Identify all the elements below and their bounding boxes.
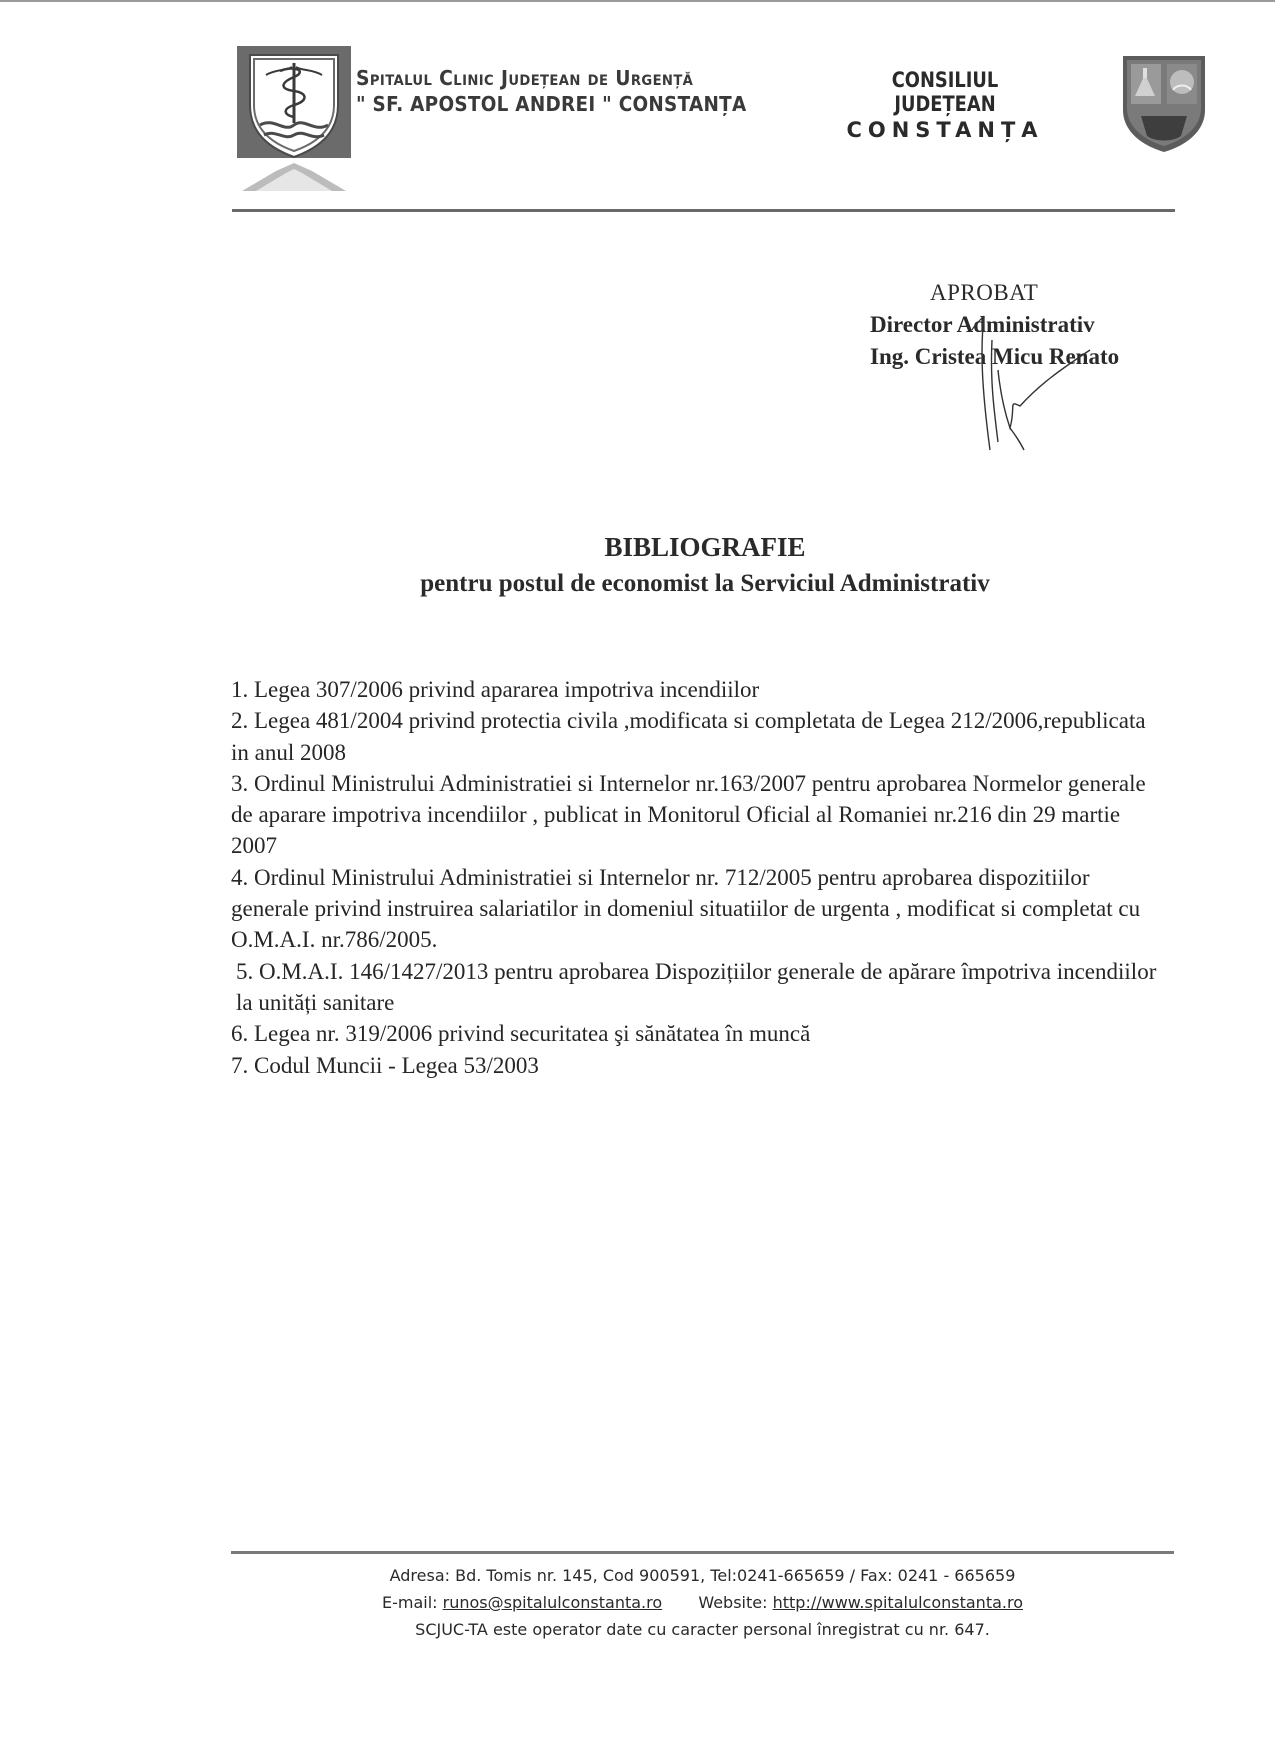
document-subtitle: pentru postul de economist la Serviciul Administrativ [420, 570, 990, 597]
bibliography-item: 1. Legea 307/2006 privind apararea impotriva incendiilor [231, 677, 760, 702]
footer [230, 1562, 1175, 1643]
bibliography-item: 2. Legea 481/2004 privind protectia civila ,modificata si completata de Legea 212/2006,republicata in anul 2008 [231, 708, 1146, 765]
footer-address: Adresa: Bd. Tomis nr. 145, Cod 900591, Tel:0241-665659 / Fax: 0241 - 665659 [389, 1566, 1016, 1585]
header-divider [232, 209, 1175, 212]
website-link[interactable]: http://www.spitalulconstanta.ro [772, 1593, 1023, 1612]
bibliography-item: 7. Codul Muncii - Legea 53/2003 [231, 1052, 539, 1078]
hospital-caduceus-icon [236, 45, 352, 193]
council-name-line2: CONSTANȚA [846, 118, 1044, 142]
document-title: BIBLIOGRAFIE [604, 532, 806, 562]
footer-contact-row [230, 1589, 1175, 1616]
email-link[interactable]: runos@spitalulconstanta.ro [442, 1593, 663, 1612]
bibliography-item: 6. Legea nr. 319/2006 privind securitatea şi sănătatea în muncă [231, 1021, 811, 1047]
council-name-line1: CONSILIUL JUDEȚEAN [891, 68, 999, 116]
email-label: E-mail: [381, 1593, 438, 1612]
hospital-name-line1: Spitalul Clinic Județean de Urgență [356, 66, 694, 90]
hospital-name-line2: " SF. APOSTOL ANDREI " CONSTANȚA [356, 92, 747, 116]
footer-divider [231, 1551, 1174, 1554]
county-council-name [830, 68, 1060, 142]
hospital-name [356, 66, 756, 116]
bibliography-item: 3. Ordinul Ministrului Administratiei si Internelor nr.163/2007 pentru aprobarea Normelor generale de aparare impotriva incendiilor , publicat in Monitorul Oficial al Romaniei nr.216 din 29 martie 2007 [231, 770, 1146, 859]
bibliography-item: 5. O.M.A.I. 146/1427/2013 pentru aprobarea Dispozițiilor generale de apărare împotriva incendiilor la unități sanitare [236, 958, 1157, 1015]
footer-registration: SCJUC-TA este operator date cu caracter personal înregistrat cu nr. 647. [415, 1620, 990, 1639]
county-coat-of-arms-icon [1121, 54, 1207, 154]
bibliography-list [231, 674, 1161, 1081]
bibliography-item: 4. Ordinul Ministrului Administratiei si Internelor nr. 712/2005 pentru aprobarea dispozitiilor generale privind instruirea salariatilor in domeniul situatiilor de urgenta , modificat si completat cu O.M.A.I. nr.786/2005. [231, 864, 1141, 953]
scan-edge-line [0, 0, 1275, 2]
website-label: Website: [698, 1593, 768, 1612]
approval-name: Ing. Cristea Micu Renato [870, 344, 1120, 369]
approval-role: Director Administrativ [870, 312, 1095, 337]
signature-icon [960, 310, 1100, 460]
approval-label: APROBAT [930, 280, 1039, 305]
